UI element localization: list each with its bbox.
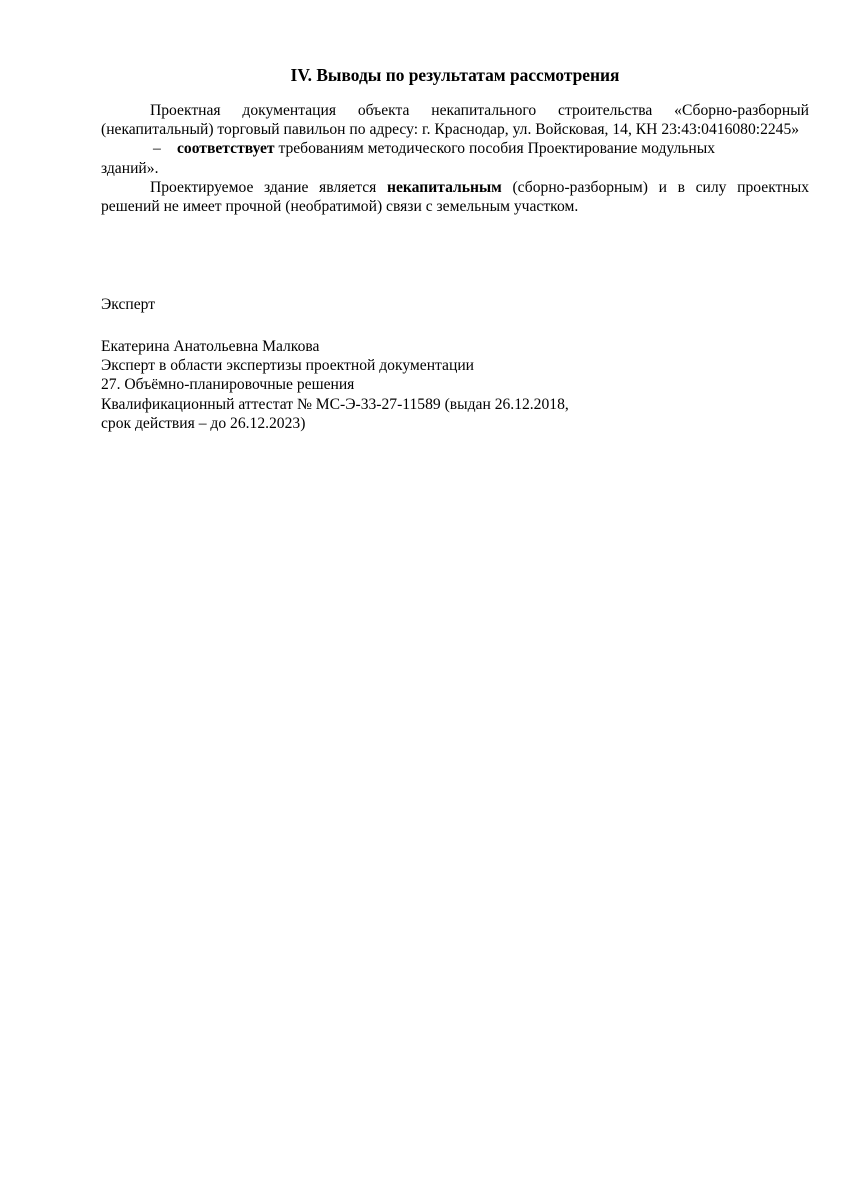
compliance-verdict: соответствует — [177, 140, 275, 158]
building-status-tail: (сборно-разборным) и в силу проектных — [512, 178, 809, 196]
certificate-line-1: Квалификационный аттестат № МС-Э-33-27-11589 (выдан 26.12.2018, — [101, 395, 569, 413]
expert-title: Эксперт в области экспертизы проектной документации — [101, 357, 475, 375]
project-description-line-2: (некапитальный) торговый павильон по адресу: г. Краснодар, ул. Войсковая, 14, — [101, 121, 632, 139]
project-description-line-1: Проектная документация объекта некапитального строительства «Сборно-разборный — [150, 102, 809, 119]
building-status-verdict: некапитальным — [387, 178, 502, 196]
compliance-continuation: зданий». — [101, 159, 159, 177]
conclusions-body — [101, 101, 809, 216]
expert-name: Екатерина Анатольевна Малкова — [101, 338, 320, 355]
building-status-paragraph — [101, 178, 809, 216]
building-status-line-2: решений не имеет прочной (необратимой) связи с земельным участком. — [101, 198, 579, 216]
expert-specialization: 27. Объёмно-планировочные решения — [101, 376, 355, 394]
expert-details-block — [101, 337, 809, 433]
compliance-text: требованиям методического пособия Проектирование модульных — [278, 140, 716, 158]
section-heading: IV. Выводы по результатам рассмотрения — [290, 65, 620, 85]
project-description-paragraph — [101, 101, 809, 139]
compliance-dash: – — [153, 140, 161, 158]
building-status-lead: Проектируемое здание является — [150, 178, 377, 196]
compliance-paragraph — [101, 139, 809, 158]
project-description-line-3: КН 23:43:0416080:2245» — [635, 121, 800, 139]
certificate-line-2: срок действия – до 26.12.2023) — [101, 414, 306, 432]
expert-role-label: Эксперт — [101, 296, 156, 313]
expert-label-block — [101, 295, 809, 314]
